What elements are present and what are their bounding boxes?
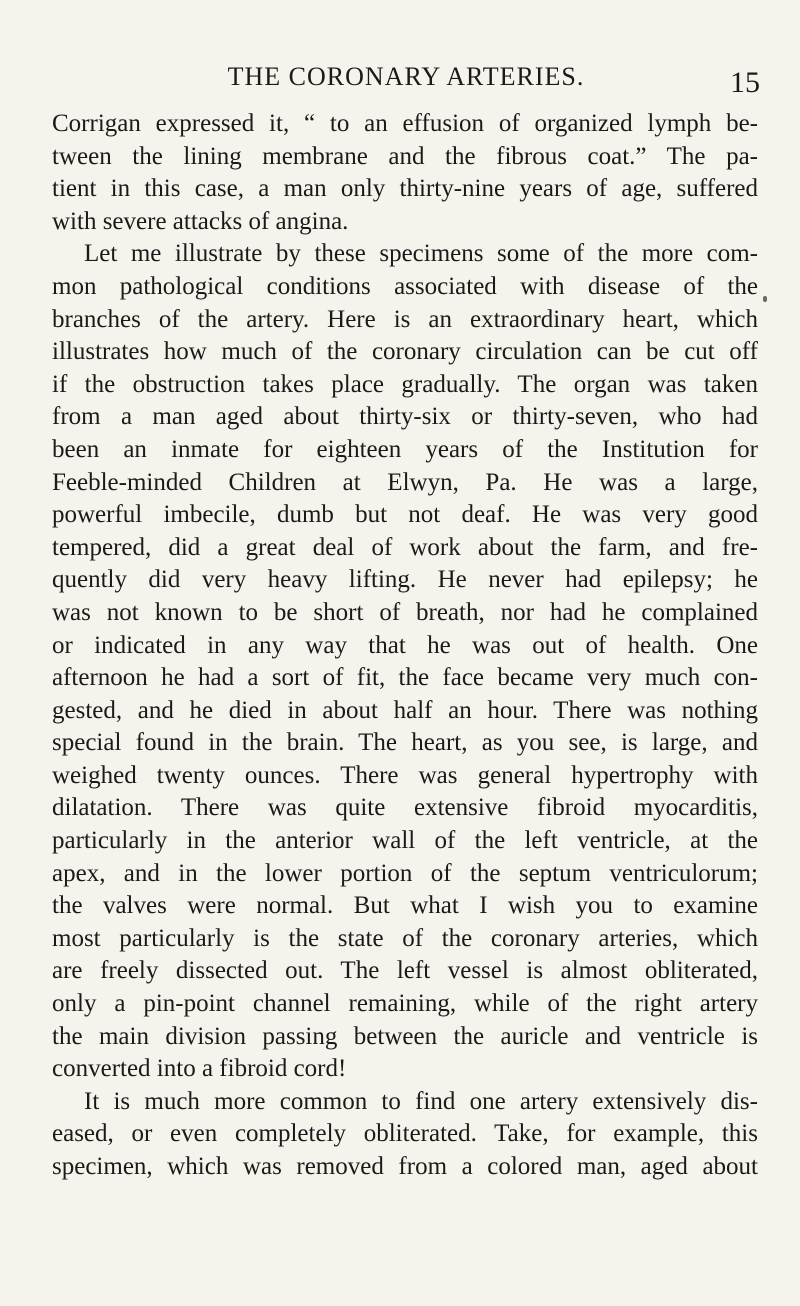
text-line: been an inmate for eighteen years of the Institution for bbox=[52, 435, 758, 463]
text-line: the main division passing between the auricle and ventricle is bbox=[52, 1022, 758, 1050]
text-line: Let me illustrate by these specimens some of the more com- bbox=[84, 240, 758, 268]
text-line: most particularly is the state of the coronary arteries, which bbox=[52, 924, 758, 952]
text-line: particularly in the anterior wall of the left ventricle, at the bbox=[52, 827, 758, 855]
text-line: tempered, did a great deal of work about the farm, and fre- bbox=[52, 533, 758, 561]
text-line: tient in this case, a man only thirty-nine years of age, suffered bbox=[52, 175, 758, 203]
text-line: special found in the brain. The heart, as you see, is large, and bbox=[52, 729, 758, 757]
text-line: Feeble-minded Children at Elwyn, Pa. He was a large, bbox=[52, 468, 758, 496]
text-line: illustrates how much of the coronary circulation can be cut off bbox=[52, 338, 758, 366]
running-head bbox=[52, 60, 760, 100]
text-line: was not known to be short of breath, nor had he complained bbox=[52, 598, 758, 626]
text-line: It is much more common to find one artery extensively dis- bbox=[84, 1087, 758, 1115]
text-line: with severe attacks of angina. bbox=[52, 207, 349, 235]
text-line: tween the lining membrane and the fibrous coat.” The pa- bbox=[52, 142, 758, 170]
text-line: the valves were normal. But what I wish you to examine bbox=[52, 892, 758, 920]
text-line: converted into a fibroid cord! bbox=[52, 1055, 347, 1083]
text-line: mon pathological conditions associated with disease of the bbox=[52, 272, 758, 300]
text-line: Corrigan expressed it, “ to an effusion of organized lymph be- bbox=[52, 110, 758, 137]
text-line: branches of the artery. Here is an extraordinary heart, which bbox=[52, 305, 758, 333]
text-line: dilatation. There was quite extensive fibroid myocarditis, bbox=[52, 794, 758, 822]
body-text bbox=[52, 108, 758, 1184]
text-line: specimen, which was removed from a colored man, aged about bbox=[52, 1153, 758, 1180]
margin-speck bbox=[763, 296, 767, 302]
text-line: powerful imbecile, dumb but not deaf. He was very good bbox=[52, 501, 758, 529]
text-line: weighed twenty ounces. There was general hypertrophy with bbox=[52, 761, 758, 789]
text-line: only a pin-point channel remaining, while of the right artery bbox=[52, 990, 758, 1018]
text-line: gested, and he died in about half an hour. There was nothing bbox=[52, 696, 758, 724]
text-line: afternoon he had a sort of fit, the face became very much con- bbox=[52, 664, 758, 692]
text-line: or indicated in any way that he was out of health. One bbox=[52, 631, 758, 659]
text-line: if the obstruction takes place gradually. The organ was taken bbox=[52, 370, 758, 398]
running-title: THE CORONARY ARTERIES. bbox=[227, 62, 585, 91]
text-line: quently did very heavy lifting. He never had epilepsy; he bbox=[52, 566, 758, 594]
text-line: apex, and in the lower portion of the septum ventriculorum; bbox=[52, 859, 758, 887]
text-line: are freely dissected out. The left vessel is almost obliterated, bbox=[52, 957, 758, 985]
text-line: from a man aged about thirty-six or thirty-seven, who had bbox=[52, 403, 758, 431]
text-line: eased, or even completely obliterated. Take, for example, this bbox=[52, 1120, 758, 1148]
page-number: 15 bbox=[730, 66, 760, 99]
